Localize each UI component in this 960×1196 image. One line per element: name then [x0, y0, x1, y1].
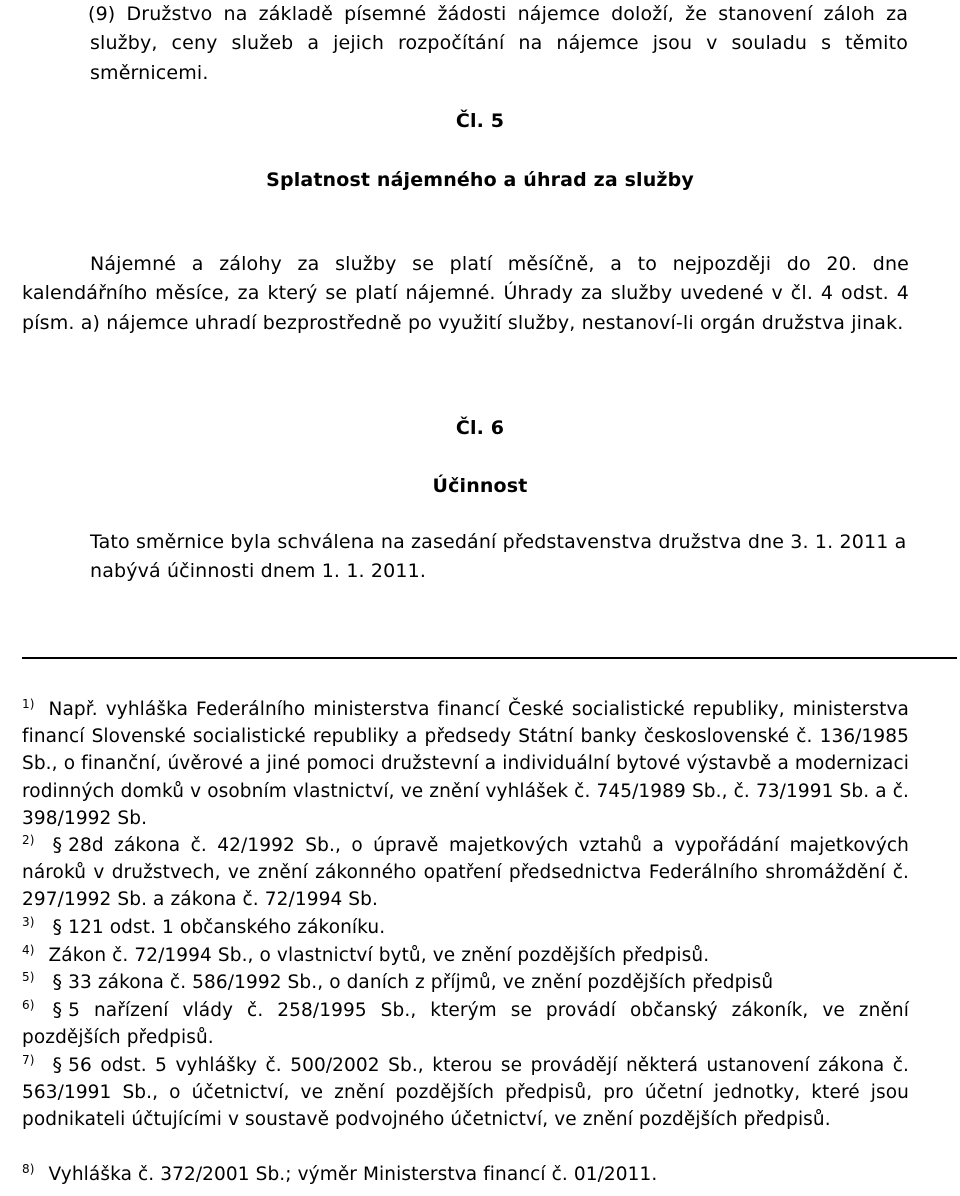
article-6-title: Účinnost	[432, 475, 528, 497]
footnote-mark: 3)	[22, 915, 35, 929]
article-5-number: Čl. 5	[455, 110, 505, 132]
section-sign: §	[52, 916, 63, 938]
footnote-mark: 6)	[22, 998, 35, 1012]
footnote-mark: 4)	[22, 943, 35, 957]
footnote-text: Zákon č. 72/1994 Sb., o vlastnictví bytů, ve znění pozdějších předpisů.	[48, 945, 710, 966]
article-5-text: Nájemné a zálohy za služby se platí měsíčně, a to nejpozději do 20. dne kalendářního měsíce, za který se platí nájemné. Úhrady za služby uvedené v čl. 4 odst. 4 písm. a) nájemce uhradí bezprostředně po využití služby, nestanoví-li orgán družstva jinak.	[22, 253, 909, 334]
footnote-mark: 5)	[22, 970, 35, 984]
footnote-4	[22, 942, 909, 969]
paragraph-9: (9) Družstvo na základě písemné žádosti nájemce doloží, že stanovení záloh za služby, ceny služeb a jejich rozpočítání na nájemce jsou v souladu s těmito směrnicemi.	[88, 3, 908, 84]
footnote-2	[22, 832, 909, 914]
footnote-text: Např. vyhláška Federálního ministerstva financí České socialistické republiky, ministerstva financí Slovenské socialistické republiky a předsedy Státní banky československé č. 136/1985 Sb., o finanční, úvěrové a jiné pomoci družstevní a individuální bytové výstavbě a modernizaci rodinných domků v osobním vlastnictví, ve znění vyhlášek č. 745/1989 Sb., č. 73/1991 Sb. a č. 398/1992 Sb.	[22, 699, 909, 829]
footnote-1	[22, 696, 909, 832]
footnote-3	[22, 914, 909, 941]
footnote-6	[22, 997, 909, 1051]
footnote-mark: 2)	[22, 833, 35, 847]
footnote-text: 5 nařízení vlády č. 258/1995 Sb., kterým se provádí občanský zákoník, ve znění pozdějších předpisů.	[22, 1000, 909, 1049]
section-sign: §	[52, 999, 63, 1021]
footnote-mark: 7)	[22, 1053, 35, 1067]
footnote-mark: 8)	[22, 1162, 35, 1176]
footnote-divider	[22, 657, 957, 659]
footnote-8	[22, 1161, 909, 1188]
footnote-text: Vyhláška č. 372/2001 Sb.; výměr Ministerstva financí č. 01/2011.	[48, 1164, 658, 1185]
footnote-text: 121 odst. 1 občanského zákoníku.	[68, 917, 386, 938]
footnote-text: 33 zákona č. 586/1992 Sb., o daních z příjmů, ve znění pozdějších předpisů	[68, 972, 774, 993]
section-sign: §	[52, 1054, 63, 1076]
section-sign: §	[52, 834, 63, 856]
section-sign: §	[52, 971, 63, 993]
footnote-5	[22, 969, 909, 996]
footnote-mark: 1)	[22, 697, 35, 711]
footnote-7	[22, 1052, 909, 1134]
footnote-text: 28d zákona č. 42/1992 Sb., o úpravě majetkových vztahů a vypořádání majetkových nároků v družstvech, ve znění zákonného opatření předsednictva Federálního shromáždění č. 297/1992 Sb. a zákona č. 72/1994 Sb.	[22, 835, 909, 911]
article-6-number: Čl. 6	[455, 417, 505, 439]
article-5-title: Splatnost nájemného a úhrad za služby	[266, 169, 694, 191]
article-6-text: Tato směrnice byla schválena na zasedání představenstva družstva dne 3. 1. 2011 a nabývá účinnosti dnem 1. 1. 2011.	[90, 531, 907, 583]
footnote-text: 56 odst. 5 vyhlášky č. 500/2002 Sb., kterou se provádějí některá ustanovení zákona č. 563/1991 Sb., o účetnictví, ve znění pozdějších předpisů, pro účetní jednotky, které jsou podnikateli účtujícími v soustavě podvojného účetnictví, ve znění pozdějších předpisů.	[22, 1055, 909, 1131]
